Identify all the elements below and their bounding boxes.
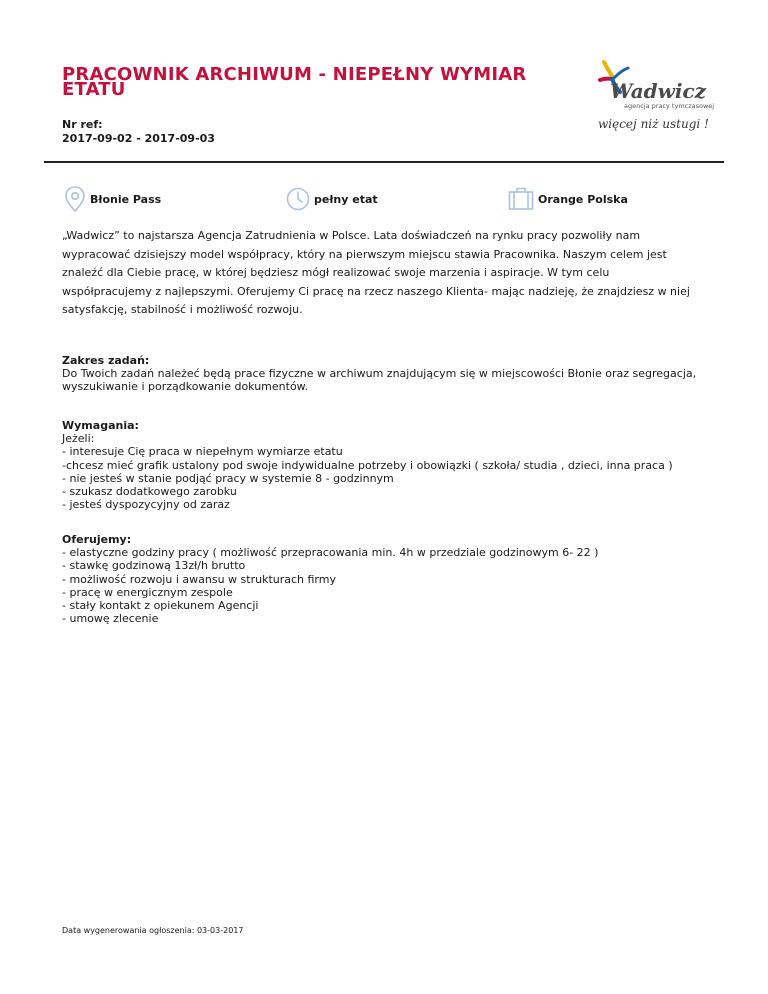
oferujemy-heading: Oferujemy: [62, 533, 132, 546]
oferujemy-line: - stawkę godzinową 13zł/h brutto [62, 559, 246, 573]
section-oferujemy [62, 533, 712, 625]
logo-sub: agencja pracy tymczasowej [624, 102, 715, 110]
briefcase-icon [508, 187, 534, 211]
wymagania-line: - jesteś dyspozycyjny od zaraz [62, 498, 230, 512]
info-time [286, 185, 378, 213]
wymagania-line: - szukasz dodatkowego zarobku [62, 485, 237, 499]
ref-label: Nr ref: [62, 118, 103, 131]
logo-slogan: więcej niż ustugi ! [598, 117, 709, 131]
zakres-line: Do Twoich zadań należeć będą prace fizyczne w archiwum znajdującym się w miejscowości Błonie oraz segregacja, [62, 367, 697, 381]
intro-paragraph: „Wadwicz” to najstarsza Agencja Zatrudnienia w Polsce. Lata doświadczeń na rynku pracy pozwoliły nam wypracować dzisiejszy model współpracy, który na pierwszym miejscu stawia Pracownika. Naszym celem jest znaleźć dla Ciebie pracę, w której będziesz mógł realizować swoje marzenia i aspiracje. W tym celu współpracujemy z najlepszymi. Oferujemy Ci pracę na rzecz naszego Klienta- mając nadzieję, że znajdziesz w niej satysfakcję, stabilność i możliwość rozwoju. [62, 229, 690, 316]
section-zakres [62, 354, 712, 394]
info-company [508, 185, 628, 213]
oferujemy-line: - pracę w energicznym zespole [62, 585, 233, 599]
oferujemy-line: - możliwość rozwoju i awansu w strukturach firmy [62, 572, 336, 586]
location-pin-icon [64, 186, 86, 212]
zakres-line: wyszukiwanie i porządkowanie dokumentów. [62, 380, 309, 394]
wymagania-line: - interesuje Cię praca w niepełnym wymiarze etatu [62, 445, 343, 459]
divider-top [44, 161, 724, 163]
wymagania-line: -chcesz mieć grafik ustalony pod swoje indywidualne potrzeby i obowiązki ( szkoła/ studia , dzieci, inna praca ) [62, 458, 673, 472]
info-location [64, 185, 161, 213]
oferujemy-line: - stały kontakt z opiekunem Agencji [62, 599, 259, 613]
section-wymagania [62, 419, 712, 511]
location-label: Błonie Pass [90, 192, 162, 206]
logo-brand: Wadwicz [610, 79, 707, 103]
ref-dates: 2017-09-02 - 2017-09-03 [62, 132, 215, 145]
company-label: Orange Polska [538, 192, 628, 206]
generation-date: Data wygenerowania ogłoszenia: 03-03-2017 [62, 926, 244, 935]
wymagania-heading: Wymagania: [62, 419, 139, 432]
reference-block [62, 118, 215, 146]
oferujemy-line: - elastyczne godziny pracy ( możliwość przepracowania min. 4h w przedziale godzinowym 6- 22 ) [62, 546, 599, 560]
agency-logo [594, 54, 724, 134]
clock-icon [286, 187, 310, 211]
logo-mark-icon [594, 54, 724, 134]
job-title: PRACOWNIK ARCHIWUM - NIEPEŁNY WYMIAR ETATU [62, 64, 527, 100]
oferujemy-line: - umowę zlecenie [62, 612, 159, 626]
time-label: pełny etat [314, 192, 378, 206]
wymagania-line: Jeżeli: [62, 432, 95, 446]
wymagania-line: - nie jesteś w stanie podjąć pracy w systemie 8 - godzinnym [62, 471, 394, 485]
zakres-heading: Zakres zadań: [62, 354, 150, 367]
